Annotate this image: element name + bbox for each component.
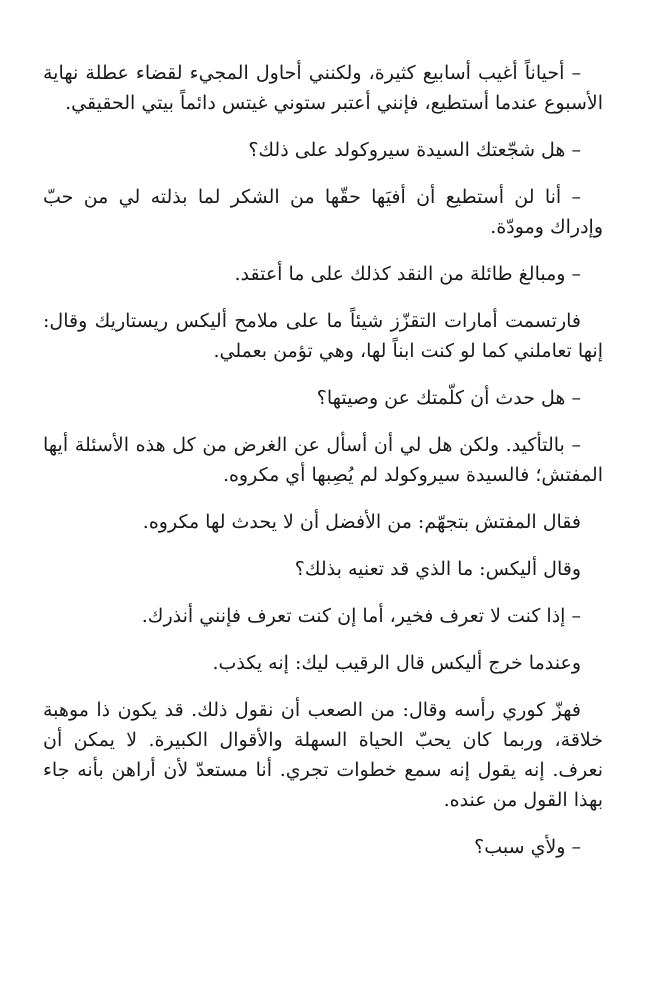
paragraph-10: – إذا كنت لا تعرف فخير، أما إن كنت تعرف فإنني أنذرك. bbox=[141, 605, 581, 627]
page-text bbox=[43, 58, 603, 879]
paragraph-8: فقال المفتش بتجهّم: من الأفضل أن لا يحدث لها مكروه. bbox=[142, 511, 581, 533]
paragraph-6: – هل حدث أن كلّمتك عن وصيتها؟ bbox=[316, 387, 581, 409]
paragraph-9: وقال أليكس: ما الذي قد تعنيه بذلك؟ bbox=[294, 558, 581, 580]
paragraph-5: فارتسمت أمارات التقزّز شيئاً ما على ملامح أليكس ريستاريك وقال: إنها تعاملني كما لو كنت ابناً لها، وهي تؤمن بعملي. bbox=[43, 310, 603, 362]
paragraph-11: وعندما خرج أليكس قال الرقيب ليك: إنه يكذب. bbox=[212, 652, 581, 674]
paragraph-4: – ومبالغ طائلة من النقد كذلك على ما أعتقد. bbox=[234, 263, 581, 285]
paragraph-3: – أنا لن أستطيع أن أفيَها حقّها من الشكر لما بذلته لي من حبّ وإدراك ومودّة. bbox=[43, 186, 603, 238]
paragraph-1: – أحياناً أغيب أسابيع كثيرة، ولكنني أحاول المجيء لقضاء عطلة نهاية الأسبوع عندما أستطيع، فإنني أعتبر ستوني غيتس دائماً بيتي الحقيقي. bbox=[43, 62, 603, 114]
paragraph-12: فهزّ كوري رأسه وقال: من الصعب أن نقول ذلك. قد يكون ذا موهبة خلاقة، وربما كان يحبّ الحياة السهلة والأقوال الكبيرة. لا يمكن أن نعرف. إنه يقول إنه سمع خطوات تجري. أنا مستعدّ لأن أراهن بأنه جاء بهذا القول من عنده. bbox=[43, 699, 603, 811]
paragraph-13: – ولأي سبب؟ bbox=[474, 836, 581, 858]
paragraph-7: – بالتأكيد. ولكن هل لي أن أسأل عن الغرض من كل هذه الأسئلة أيها المفتش؛ فالسيدة سيروكولد لم يُصِبها أي مكروه. bbox=[43, 434, 603, 486]
paragraph-2: – هل شجّعتك السيدة سيروكولد على ذلك؟ bbox=[248, 139, 581, 161]
